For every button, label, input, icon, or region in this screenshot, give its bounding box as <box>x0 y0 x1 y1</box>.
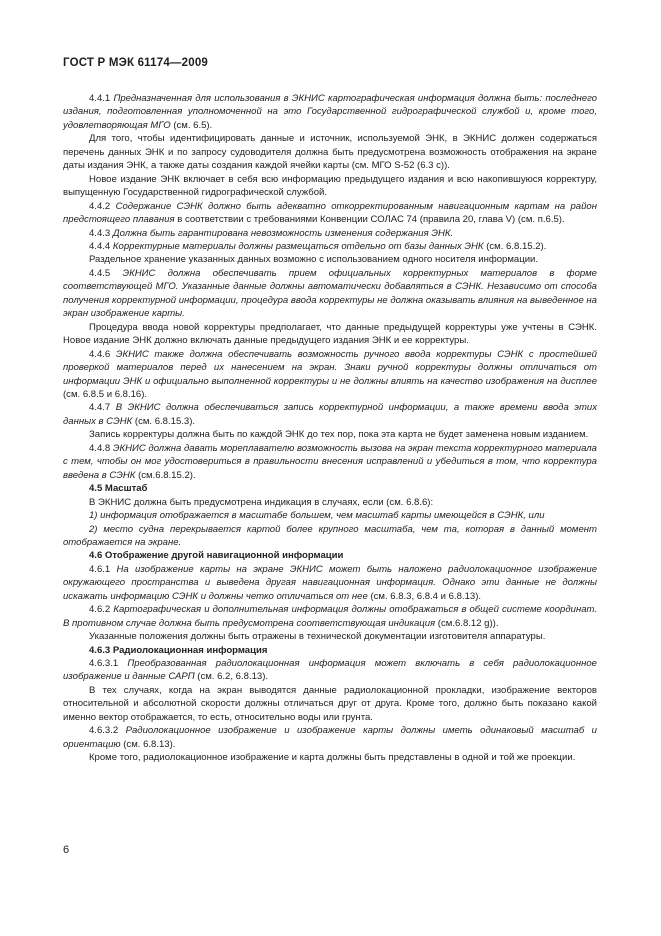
paragraph <box>63 428 597 441</box>
text-run: Запись корректуры должна быть по каждой ЭНК до тех пор, пока эта карта не будет заменена новым изданием. <box>89 429 589 441</box>
text-run: 4.6.3.1 <box>89 658 128 670</box>
italic-text: Радиолокационное изображение и изображение карты должны иметь одинаковый масштаб и ориентацию <box>63 725 597 750</box>
text-run: В ЭКНИС должна быть предусмотрена индикация в случаях, если (см. 6.8.6): <box>89 496 434 508</box>
text-run: (см. 6.8.5 и 6.8.16). <box>63 388 148 400</box>
text-run: 4.6.2 <box>89 604 114 616</box>
italic-text: Содержание СЭНК должно быть адекватно откорректированным навигационным картам на район предстоящего плавания <box>63 200 597 226</box>
text-run: (см.6.8.12 g)). <box>435 617 499 629</box>
text-run: (см. 6.8.13). <box>120 738 176 750</box>
paragraph <box>63 684 597 724</box>
text-run: 4.4.7 <box>89 402 116 414</box>
paragraph <box>63 657 597 684</box>
paragraph <box>63 348 597 402</box>
text-run: 4.6.3.2 <box>89 725 126 737</box>
text-run: 4.4.2 <box>89 200 116 212</box>
text-run: 4.4.6 <box>89 348 116 360</box>
italic-text: Преобразованная радиолокационная информация может включать в себя радиолокационное изображение и данные САРП <box>63 658 597 683</box>
text-run: Новое издание ЭНК включает в себя всю информацию предыдущего издания и всю накопившуюся корректуру, выпущенную Государственной гидрографической службой. <box>63 173 597 199</box>
paragraph <box>63 563 597 603</box>
italic-text: Корректурные материалы должны размещаться отдельно от базы данных ЭНК <box>112 240 484 252</box>
paragraph <box>63 200 597 227</box>
text-run: Для того, чтобы идентифицировать данные и источник, используемой ЭНК, в ЭКНИС должен содержаться перечень данных ЭНК и по запросу судоводителя должна быть предусмотрена возможность отображения на экране даты издания ЭНК, а также даты создания каждой ячейки карты (см. МГО S-52 (6.3 с)). <box>63 133 597 172</box>
paragraph <box>63 401 597 428</box>
text-run: 4.6 Отображение другой навигационной информации <box>89 550 344 562</box>
text-run: 4.4.5 <box>89 267 123 279</box>
paragraph <box>63 496 597 509</box>
text-run: 4.5 Масштаб <box>89 483 148 495</box>
text-run: (см. 6.8.15.3). <box>132 415 196 427</box>
text-run: 4.6.1 <box>89 563 117 575</box>
paragraph <box>63 267 597 321</box>
text-run: Раздельное хранение указанных данных возможно с использованием одного носителя информации. <box>89 254 539 266</box>
paragraph <box>63 523 597 550</box>
text-run: 4.4.3 <box>89 227 113 239</box>
italic-text: Картографическая и дополнительная информация должны отображаться в общей системе координат. В противном случае должна быть предусмотрена соответствующая индикация <box>63 604 598 629</box>
paragraph <box>63 173 597 200</box>
italic-text: ЭКНИС должна обеспечивать прием официальных корректурных материалов в форме соответствующей МГО. Указанные данные должны автоматически добавляться в СЭНК. Независимо от способа получения корректурной информации, процедура ввода корректуры не должна оказывать влияния на выведенное на экран изображение карты. <box>63 267 597 320</box>
paragraph <box>63 751 597 764</box>
paragraph <box>63 253 597 266</box>
section-heading <box>63 644 597 657</box>
text-run: Указанные положения должны быть отражены в технической документации изготовителя аппаратуры. <box>89 631 546 643</box>
text-run: Процедура ввода новой корректуры предполагает, что данные предыдущей корректуры уже учтены в СЭНК. Новое издание ЭНК должно включать данные предыдущего издания ЭНК и ее корректуры. <box>63 321 597 347</box>
text-run: (см. 6.2, 6.8.13). <box>194 671 269 683</box>
paragraph <box>63 240 597 253</box>
text-run: 4.4.1 <box>89 93 114 104</box>
text-run: в соответствии с требованиями Конвенции СОЛАС 74 (правила 20, глава V) (см. п.6.5). <box>174 214 565 226</box>
text-run: 4.4.4 <box>89 240 113 252</box>
section-heading <box>63 549 597 562</box>
italic-text: информация отображается в масштабе большем, чем масштаб карты имеющейся в СЭНК, или <box>100 510 545 522</box>
italic-text: ЭКНИС также должна обеспечивать возможность ручного ввода корректуры СЭНК с простейшей проверкой материалов перед их нанесением на экран. Знаки ручной корректуры должны отличаться от информации ЭНК и официально выполненной корректуры и не должны влиять на качество изображения на дисплее <box>63 348 597 387</box>
paragraph <box>63 603 597 630</box>
section-heading <box>63 482 597 495</box>
page-number: 6 <box>63 844 70 856</box>
paragraph <box>63 227 597 240</box>
text-run: 4.4.8 <box>89 442 113 454</box>
paragraph <box>63 92 597 132</box>
italic-text: 2) <box>89 523 104 535</box>
italic-text: 1) <box>89 510 101 522</box>
paragraph <box>63 132 597 172</box>
italic-text: Должна быть гарантирована невозможность изменения содержания ЭНК. <box>112 227 454 239</box>
paragraph <box>63 442 597 482</box>
document-body <box>63 92 597 765</box>
text-run: Кроме того, радиолокационное изображение и карта должны быть представлены в одной и той же проекции. <box>89 752 576 764</box>
text-run: (см. 6.8.3, 6.8.4 и 6.8.13). <box>367 590 482 602</box>
italic-text: ЭКНИС должна давать мореплавателю возможность вызова на экран текста корректурного материала с тем, чтобы он мог удостовериться в правильности внесения исправлений и убедиться в том, что корректура введена в СЭНК <box>63 442 597 481</box>
text-run: (см. 6.8.15.2). <box>483 240 547 252</box>
text-run: 4.6.3 Радиолокационная информация <box>89 644 268 656</box>
italic-text: Предназначенная для использования в ЭКНИС картографическая информация должна быть: последнего издания, подготовленная уполномоченной на это Государственной гидрографической службой и, кроме того, удовлетворяющая МГО <box>63 93 597 131</box>
paragraph <box>63 321 597 348</box>
text-run: В тех случаях, когда на экран выводятся данные радиолокационной прокладки, изображение векторов относительной и абсолютной скорости должны отличаться друг от друга. Кроме того, должно быть показано какой именно вектор отображается, то есть, относительно воды или грунта. <box>63 684 597 723</box>
text-run: (см.6.8.15.2). <box>135 469 196 481</box>
italic-text: место судна перекрывается картой более крупного масштаба, чем та, которая в данный момент отображается на экране. <box>63 523 597 548</box>
italic-text: На изображение карты на экране ЭКНИС может быть наложено радиолокационное изображение окружающего пространства и выведена другая навигационная информация. Однако эти данные не должны искажать информацию СЭНК и должны четко отличаться от нее <box>63 563 598 602</box>
paragraph <box>63 509 597 522</box>
standard-header: ГОСТ Р МЭК 61174—2009 <box>63 57 209 69</box>
paragraph <box>63 724 597 751</box>
paragraph <box>63 630 597 643</box>
italic-text: В ЭКНИС должна обеспечиваться запись корректурной информации, а также времени ввода этих данных в СЭНК <box>63 402 597 427</box>
text-run: (см. 6.5). <box>170 119 213 131</box>
